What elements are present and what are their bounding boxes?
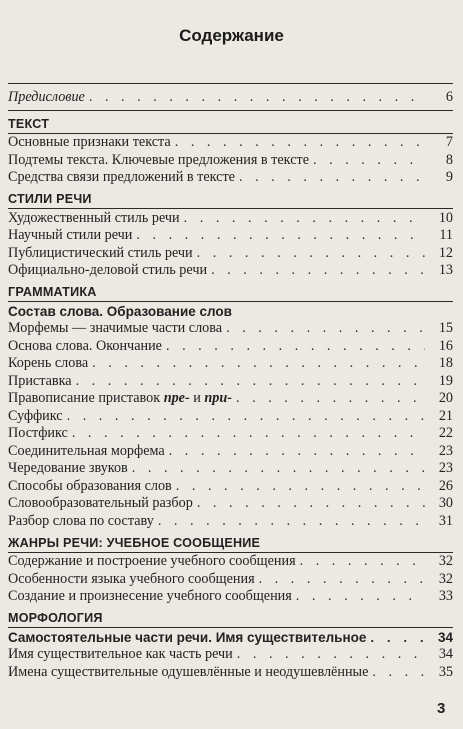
toc-entry-page: 8 xyxy=(445,151,453,168)
dot-leader xyxy=(197,245,425,262)
toc-entry-page: 26 xyxy=(438,477,453,494)
toc-entry[interactable] xyxy=(8,663,453,681)
toc-entry-page: 7 xyxy=(445,134,453,150)
toc-entry-page: 32 xyxy=(438,553,453,569)
toc-entry[interactable] xyxy=(8,495,453,513)
toc-entry[interactable] xyxy=(8,442,453,460)
toc-entry[interactable] xyxy=(8,553,453,571)
dot-leader xyxy=(166,338,425,355)
section-heading-styles: СТИЛИ РЕЧИ xyxy=(8,192,92,206)
toc-entry-page: 19 xyxy=(438,372,453,389)
dot-leader xyxy=(175,134,425,151)
toc-entry-page: 31 xyxy=(438,512,453,529)
dot-leader xyxy=(259,571,425,588)
toc-entry-page: 22 xyxy=(438,425,453,441)
toc-entry-title: Соединительная морфема xyxy=(8,442,165,459)
toc-entry-title: Официально-деловой стиль речи xyxy=(8,262,208,278)
toc-entry-title: Имя существительное как часть речи xyxy=(8,646,233,662)
toc-entry-title: Морфемы — значимые части слова xyxy=(8,320,223,336)
toc-subheading-title: Состав слова. Образование слов xyxy=(8,303,232,319)
toc-entry-title: Основные признаки текста xyxy=(8,134,171,150)
dot-leader xyxy=(72,425,425,442)
toc-entry[interactable] xyxy=(8,646,453,664)
toc-entry-emphasis: при- xyxy=(204,390,233,406)
toc-entry-title: Приставка xyxy=(8,372,72,389)
dot-leader xyxy=(197,495,425,512)
toc-entry-title: Подтемы текста. Ключевые предложения в тексте xyxy=(8,151,309,168)
toc-entry-title: Основа слова. Окончание xyxy=(8,337,162,354)
dot-leader xyxy=(136,227,425,244)
dot-leader xyxy=(184,210,425,227)
toc-entry-title: Средства связи предложений в тексте xyxy=(8,169,235,185)
toc-entry-title: Предисловие xyxy=(8,88,85,105)
page-number: 3 xyxy=(437,700,446,717)
toc-subheading[interactable] xyxy=(8,628,453,646)
toc-entry[interactable] xyxy=(8,209,453,227)
toc-entry-title: Особенности языка учебного сообщения xyxy=(8,570,255,587)
toc-entry-page: 20 xyxy=(438,390,453,406)
toc-entry[interactable] xyxy=(8,151,453,169)
section-heading-genres: ЖАНРЫ РЕЧИ: УЧЕБНОЕ СООБЩЕНИЕ xyxy=(8,535,261,550)
toc-entry[interactable] xyxy=(8,570,453,588)
dot-leader xyxy=(158,513,425,530)
toc-entry[interactable] xyxy=(8,407,453,425)
toc-entry-page: 23 xyxy=(438,460,453,476)
dot-leader xyxy=(237,646,425,663)
toc-entry-page: 12 xyxy=(438,244,453,261)
toc-entry-title xyxy=(8,390,232,407)
toc-entry-page: 6 xyxy=(445,88,453,105)
dot-leader xyxy=(370,629,425,646)
toc-entry[interactable] xyxy=(8,134,453,152)
toc-entry-title: Способы образования слов xyxy=(8,477,172,494)
section-heading-grammar: ГРАММАТИКА xyxy=(8,285,97,299)
toc-entry-page: 32 xyxy=(438,570,453,587)
toc-entry-page: 15 xyxy=(438,320,453,336)
toc-entry-page: 35 xyxy=(438,663,453,680)
toc-entry[interactable] xyxy=(8,355,453,373)
toc-entry-page: 34 xyxy=(438,646,453,662)
toc-entry-page: 21 xyxy=(438,407,453,424)
dot-leader xyxy=(226,320,425,337)
dot-leader xyxy=(92,355,425,372)
page-title: Содержание xyxy=(179,26,284,45)
toc-entry[interactable] xyxy=(8,588,453,606)
dot-leader xyxy=(372,664,425,681)
toc-entry-page: 13 xyxy=(438,262,453,278)
toc-entry-page: 34 xyxy=(437,629,453,645)
toc-entry[interactable] xyxy=(8,390,453,408)
dot-leader xyxy=(236,390,425,407)
dot-leader xyxy=(296,588,425,605)
toc-entry-title: Корень слова xyxy=(8,355,89,371)
section-heading-text: ТЕКСТ xyxy=(8,116,50,131)
toc-entry-page: 16 xyxy=(438,337,453,354)
toc-entry-title: Публицистический стиль речи xyxy=(8,244,193,261)
toc-entry-title: Имена существительные одушевлённые и неодушевлённые xyxy=(8,663,369,680)
toc-entry-title: Суффикс xyxy=(8,407,63,424)
toc-entry[interactable] xyxy=(8,477,453,495)
dot-leader xyxy=(239,169,425,186)
toc-subheading-title: Самостоятельные части речи. Имя существительное xyxy=(8,629,367,645)
dot-leader xyxy=(89,89,425,106)
toc-entry-title: Создание и произнесение учебного сообщения xyxy=(8,588,292,604)
toc-entry[interactable] xyxy=(8,169,453,187)
section-heading-morphology: МОРФОЛОГИЯ xyxy=(8,611,103,625)
toc-entry-page: 10 xyxy=(438,209,453,226)
toc-entry[interactable] xyxy=(8,337,453,355)
toc-entry-page: 23 xyxy=(438,442,453,459)
toc-entry[interactable] xyxy=(8,460,453,478)
dot-leader xyxy=(67,408,425,425)
dot-leader xyxy=(211,262,425,279)
toc-entry-title: Содержание и построение учебного сообщения xyxy=(8,553,296,569)
table-of-contents xyxy=(8,83,453,681)
dot-leader xyxy=(76,373,425,390)
toc-entry-page: 11 xyxy=(439,227,453,243)
dot-leader xyxy=(169,443,425,460)
toc-entry-title: Художественный стиль речи xyxy=(8,209,180,226)
toc-entry-preface[interactable] xyxy=(8,88,453,106)
toc-entry[interactable] xyxy=(8,227,453,245)
toc-entry-title: Научный стили речи xyxy=(8,227,133,243)
toc-entry[interactable] xyxy=(8,372,453,390)
toc-entry[interactable] xyxy=(8,244,453,262)
toc-entry-page: 33 xyxy=(438,588,453,604)
toc-entry-emphasis: пре- xyxy=(163,390,190,406)
dot-leader xyxy=(132,460,425,477)
toc-entry[interactable] xyxy=(8,425,453,443)
toc-entry[interactable] xyxy=(8,320,453,338)
dot-leader xyxy=(176,478,425,495)
dot-leader xyxy=(300,553,425,570)
toc-entry-title-part: Правописание приставок xyxy=(8,390,164,406)
toc-entry-title: Чередование звуков xyxy=(8,460,128,476)
toc-entry-title: Постфикс xyxy=(8,425,68,441)
toc-entry[interactable] xyxy=(8,512,453,530)
toc-entry-page: 18 xyxy=(438,355,453,371)
toc-subheading[interactable] xyxy=(8,302,453,320)
toc-entry[interactable] xyxy=(8,262,453,280)
toc-entry-title: Словообразовательный разбор xyxy=(8,495,193,511)
toc-entry-title: Разбор слова по составу xyxy=(8,512,154,529)
toc-entry-page: 9 xyxy=(445,169,453,185)
toc-entry-page: 30 xyxy=(438,495,453,511)
dot-leader xyxy=(313,152,425,169)
toc-entry-title-part: и xyxy=(189,390,205,406)
